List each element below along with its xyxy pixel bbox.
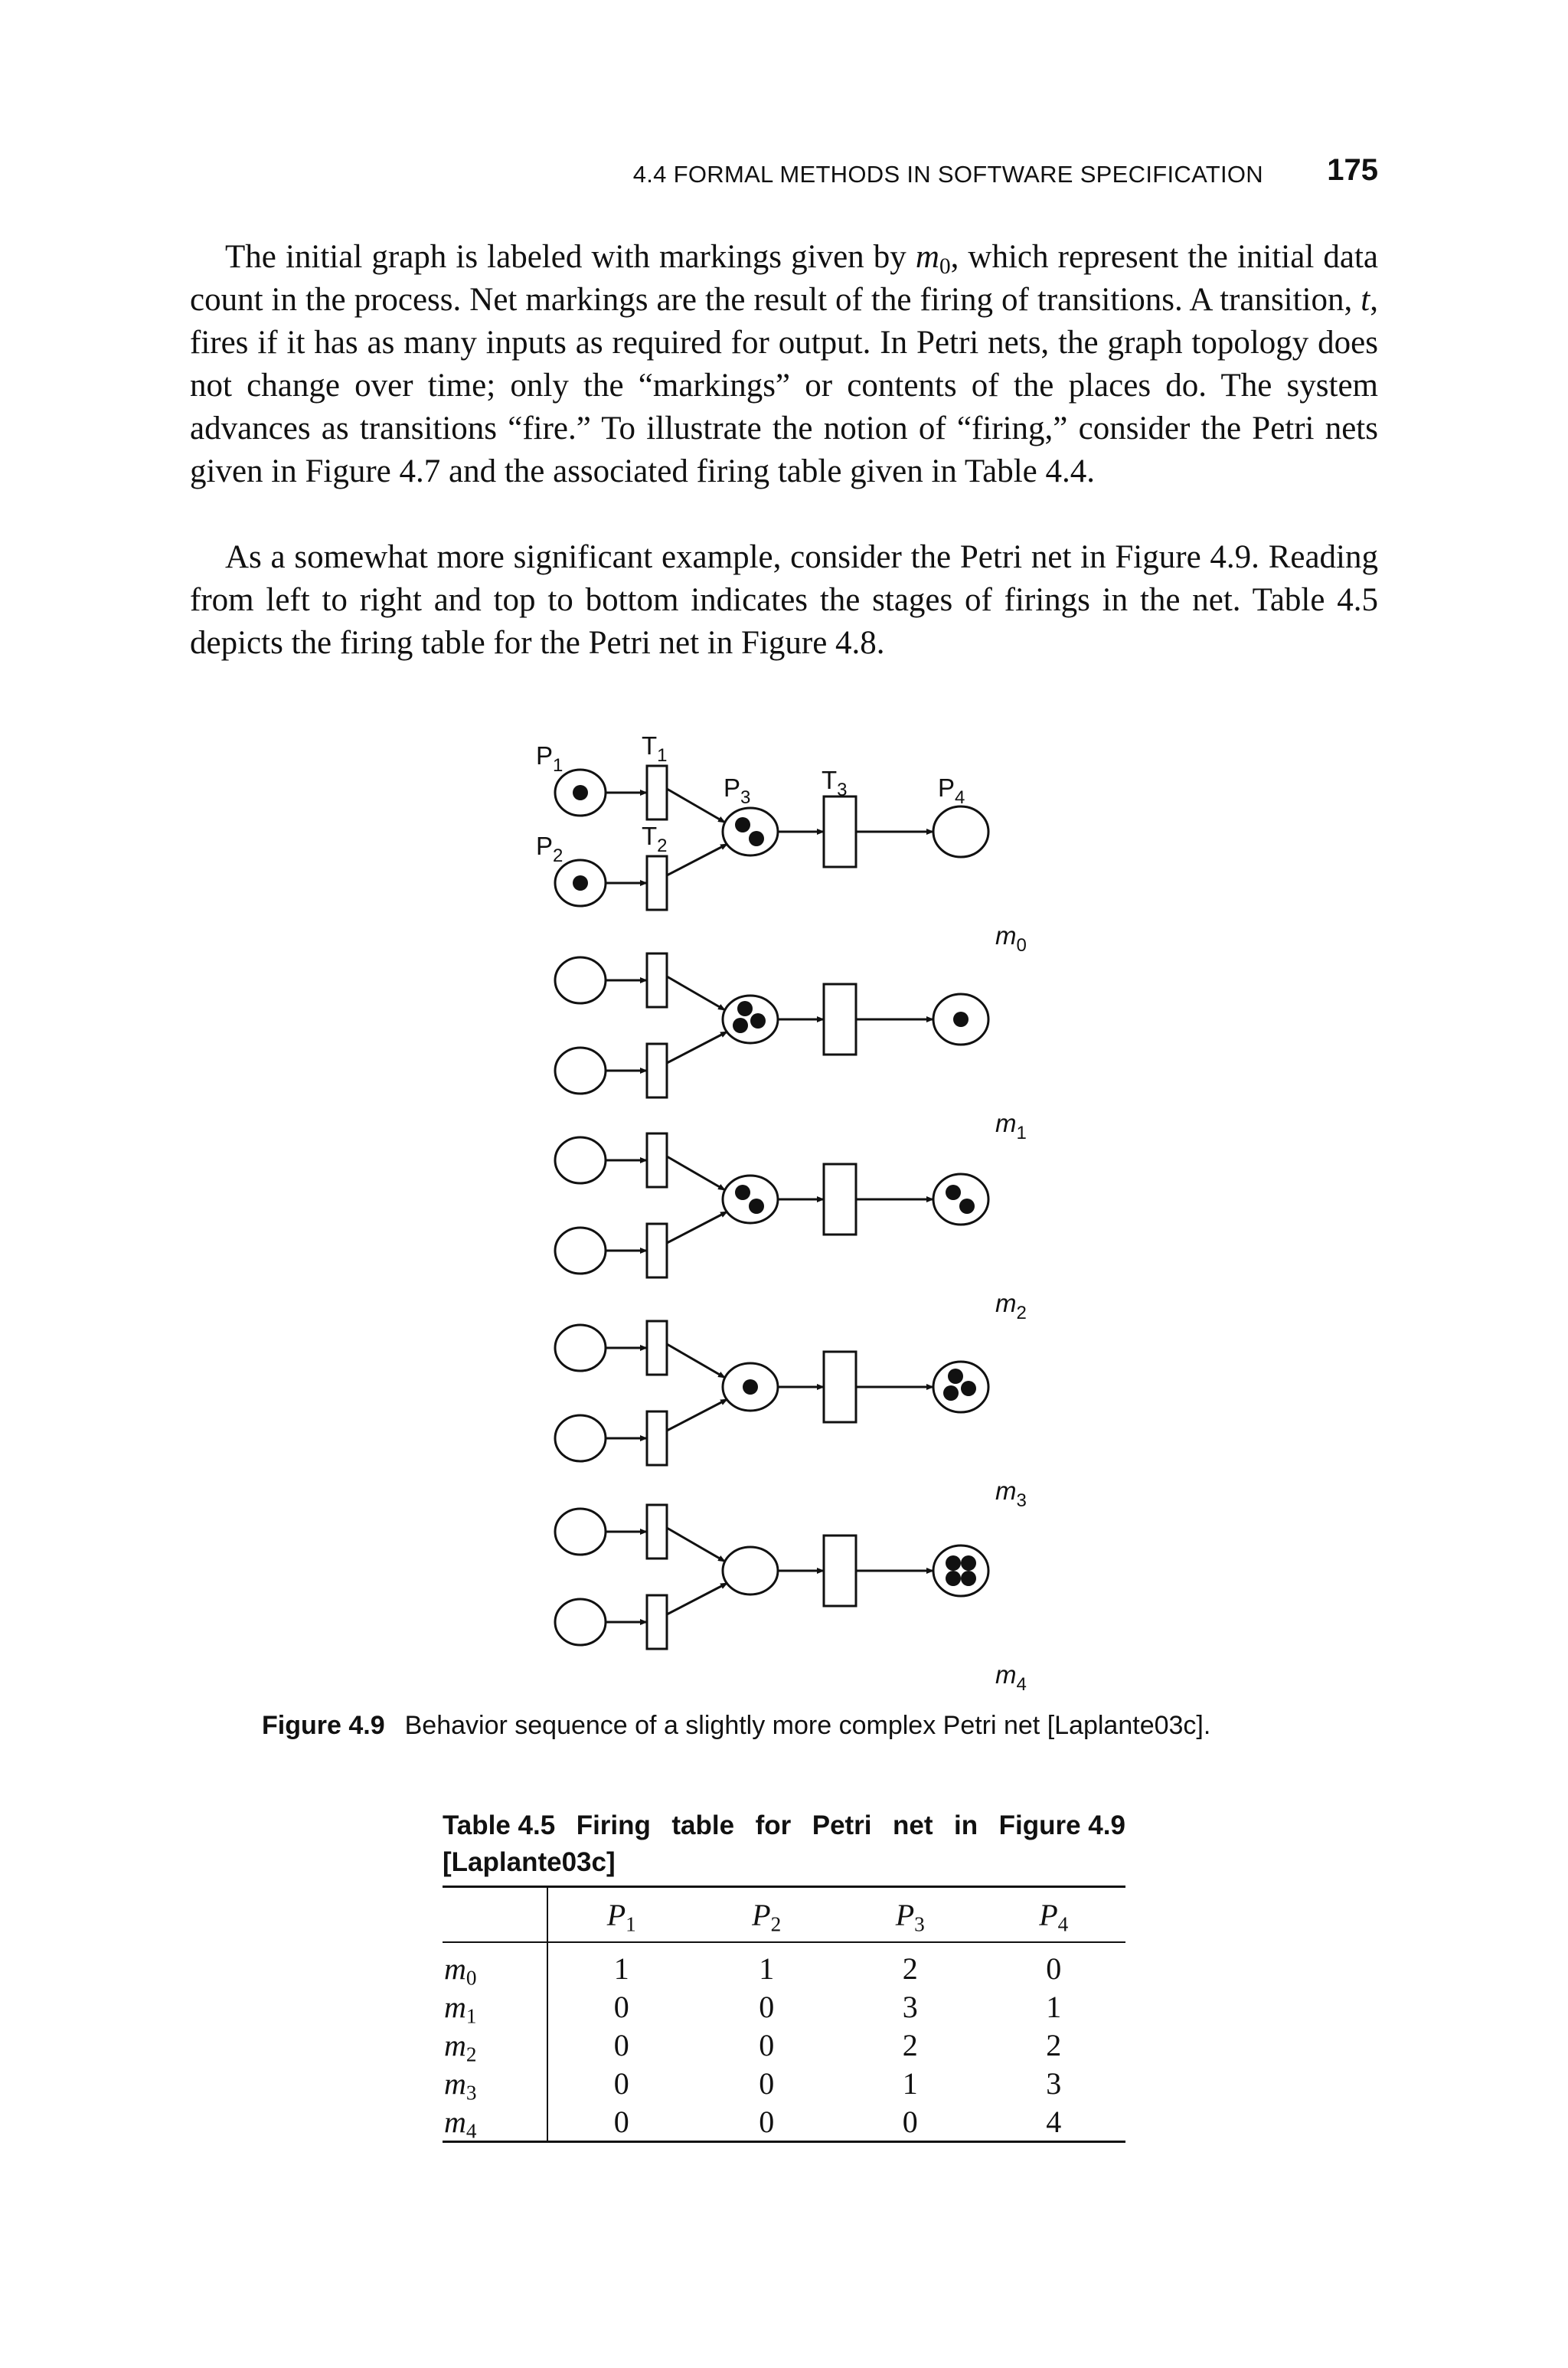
place-1 [555, 1509, 606, 1555]
place-4 [933, 1545, 988, 1596]
petri-net-stage [555, 1321, 988, 1465]
place-label-p2: $P_2$ [536, 832, 564, 866]
place-2 [555, 1048, 606, 1094]
table-cell: 1 [759, 1951, 775, 1986]
row-label-m1: $m_1$ [443, 1987, 547, 2026]
table-caption-word: table [671, 1810, 735, 1840]
table-cell: 0 [613, 2104, 629, 2139]
table-caption-line-2: [Laplante03c] [443, 1847, 616, 1877]
table-row [443, 2102, 1125, 2142]
table-cell: 0 [613, 1989, 629, 2024]
column-header-p4: $P_4$ [1039, 1897, 1069, 1936]
place-2 [555, 1415, 606, 1461]
token [946, 1555, 961, 1571]
transition-t1 [647, 1505, 667, 1558]
row-label-m4: $m_4$ [443, 2102, 547, 2142]
token [961, 1381, 976, 1396]
table-cell: 0 [759, 2027, 775, 2062]
figure-caption-text: Behavior sequence of a slightly more complex Petri net [Laplante03c]. [404, 1711, 1211, 1740]
transition-t1 [647, 1321, 667, 1375]
table-header-row [443, 1887, 1125, 1943]
figure-caption [262, 1711, 1210, 1741]
transition-label-t2: $T_2$ [642, 822, 668, 856]
para-1-text-c: , fires if it has as many inputs as required for output. In Petri nets, the graph topology does not change over time; only the “markings” or contents of the places do. The system advances as transitions “fire.” To illustrate the notion of “firing,” consider the Petri nets given in Figure 4.7 and the associated firing table given in Table 4.4. [190, 282, 1378, 489]
math-m: m [915, 239, 939, 275]
table-cell: 1 [902, 2065, 918, 2101]
figure-caption-label: Figure 4.9 [262, 1711, 385, 1740]
table-cell: 0 [759, 2065, 775, 2101]
place-2 [555, 1228, 606, 1274]
table-cell: 0 [1046, 1951, 1062, 1986]
table-row [443, 2064, 1125, 2102]
place-4 [933, 1362, 988, 1412]
row-label-m0: $m_0$ [443, 1942, 547, 1987]
token [943, 1385, 959, 1401]
place-1 [555, 957, 606, 1003]
token [953, 1012, 969, 1027]
petri-net-stage [555, 953, 988, 1097]
table-cell: 2 [902, 2027, 918, 2062]
token [735, 817, 750, 832]
token [948, 1369, 963, 1384]
table-corner-cell [443, 1887, 547, 1943]
transition-t3 [824, 796, 856, 867]
table-cell: 2 [902, 1951, 918, 1986]
table-row [443, 1987, 1125, 2026]
token [961, 1571, 976, 1586]
token [737, 1001, 753, 1016]
transition-t2 [647, 856, 667, 910]
petri-net-stage [555, 1133, 988, 1277]
table-caption-word: Table 4.5 [443, 1810, 556, 1840]
transition-t3 [824, 984, 856, 1055]
place-label-p1: $P_1$ [536, 741, 564, 776]
transition-t2 [647, 1595, 667, 1649]
token [749, 831, 764, 846]
petri-net-stage [555, 1505, 988, 1649]
transition-t3 [824, 1352, 856, 1422]
token [735, 1185, 750, 1200]
table-cell: 1 [613, 1951, 629, 1986]
petri-net-stage [555, 766, 988, 910]
transition-t2 [647, 1411, 667, 1465]
token [946, 1185, 961, 1200]
place-4 [933, 1174, 988, 1225]
arc [667, 1212, 727, 1243]
arc [667, 1528, 725, 1562]
table-cell: 3 [1046, 2065, 1062, 2101]
place-1 [555, 1325, 606, 1371]
place-3 [723, 808, 778, 855]
table-cell: 3 [902, 1989, 918, 2024]
table-caption-word: Firing [576, 1810, 651, 1840]
transition-label-t1: $T_1$ [642, 731, 668, 766]
column-header-p1: $P_1$ [606, 1897, 636, 1936]
arc [667, 1156, 725, 1190]
marking-label-m3: $m_3$ [995, 1477, 1027, 1511]
table-caption-word: in [954, 1810, 978, 1840]
token [959, 1199, 975, 1214]
token [749, 1199, 764, 1214]
transition-t2 [647, 1224, 667, 1277]
table-caption-word: net [893, 1810, 933, 1840]
token [733, 1018, 748, 1033]
body-paragraph-2: As a somewhat more significant example, consider the Petri net in Figure 4.9. Reading from left to right and top to bottom indicates the stages of firings in the net. Table 4.5 depicts the firing table for the Petri net in Figure 4.8. [190, 539, 1378, 661]
body-paragraph-1 [190, 236, 1378, 493]
marking-label-m2: $m_2$ [995, 1289, 1027, 1323]
token [573, 875, 588, 891]
token [946, 1571, 961, 1586]
table-cell: 0 [613, 2027, 629, 2062]
arc [667, 1583, 727, 1614]
arc [667, 844, 727, 875]
running-head-section: 4.4 FORMAL METHODS IN SOFTWARE SPECIFICATION [632, 161, 1263, 188]
token [743, 1379, 758, 1395]
marking-label-m4: $m_4$ [995, 1660, 1027, 1695]
place-3 [723, 1547, 778, 1594]
transition-t3 [824, 1164, 856, 1235]
firing-table [443, 1886, 1125, 2143]
math-t: t [1361, 282, 1370, 318]
running-head [191, 153, 1378, 199]
column-header-p2: $P_2$ [752, 1897, 782, 1936]
column-header-p3: $P_3$ [895, 1897, 925, 1936]
transition-t1 [647, 953, 667, 1007]
arc [667, 1344, 725, 1378]
place-1 [555, 1137, 606, 1183]
table-caption-word: Figure 4.9 [998, 1810, 1125, 1840]
token [961, 1555, 976, 1571]
para-1-text-b: , which represent the initial data count in the process. Net markings are the result of the firing of transitions. A transition, [190, 239, 1378, 318]
para-1-text-a: The initial graph is labeled with markings given by [225, 239, 916, 275]
token [573, 785, 588, 800]
table-caption-word: Petri [812, 1810, 872, 1840]
table-cell: 4 [1046, 2104, 1062, 2139]
token [750, 1013, 766, 1029]
row-label-m3: $m_3$ [443, 2064, 547, 2102]
transition-t1 [647, 1133, 667, 1187]
table-cell: 0 [759, 1989, 775, 2024]
table-cell: 0 [759, 2104, 775, 2139]
place-3 [723, 1176, 778, 1223]
place-4 [933, 806, 988, 857]
arc [667, 976, 725, 1010]
place-label-p4: $P_4$ [938, 774, 965, 808]
place-2 [555, 1599, 606, 1645]
table-cell: 2 [1046, 2027, 1062, 2062]
transition-t2 [647, 1044, 667, 1097]
arc [667, 1032, 727, 1063]
place-3 [723, 996, 778, 1043]
table-cell: 0 [902, 2104, 918, 2139]
table-cell: 1 [1046, 1989, 1062, 2024]
marking-label-m1: $m_1$ [995, 1109, 1027, 1143]
marking-label-m0: $m_0$ [995, 921, 1027, 956]
math-subscript: 0 [939, 254, 951, 280]
page-number: 175 [1327, 153, 1378, 187]
place-label-p3: $P_3$ [724, 774, 751, 808]
table-row [443, 1942, 1125, 1987]
transition-label-t3: $T_3$ [822, 766, 848, 800]
row-label-m2: $m_2$ [443, 2026, 547, 2064]
arc [667, 789, 725, 823]
table-cell: 0 [613, 2065, 629, 2101]
transition-t3 [824, 1536, 856, 1606]
arc [667, 1399, 727, 1431]
table-row [443, 2026, 1125, 2064]
table-caption-word: for [755, 1810, 792, 1840]
petri-net-figure [0, 720, 1568, 1700]
table-caption [443, 1807, 1125, 1881]
transition-t1 [647, 766, 667, 819]
